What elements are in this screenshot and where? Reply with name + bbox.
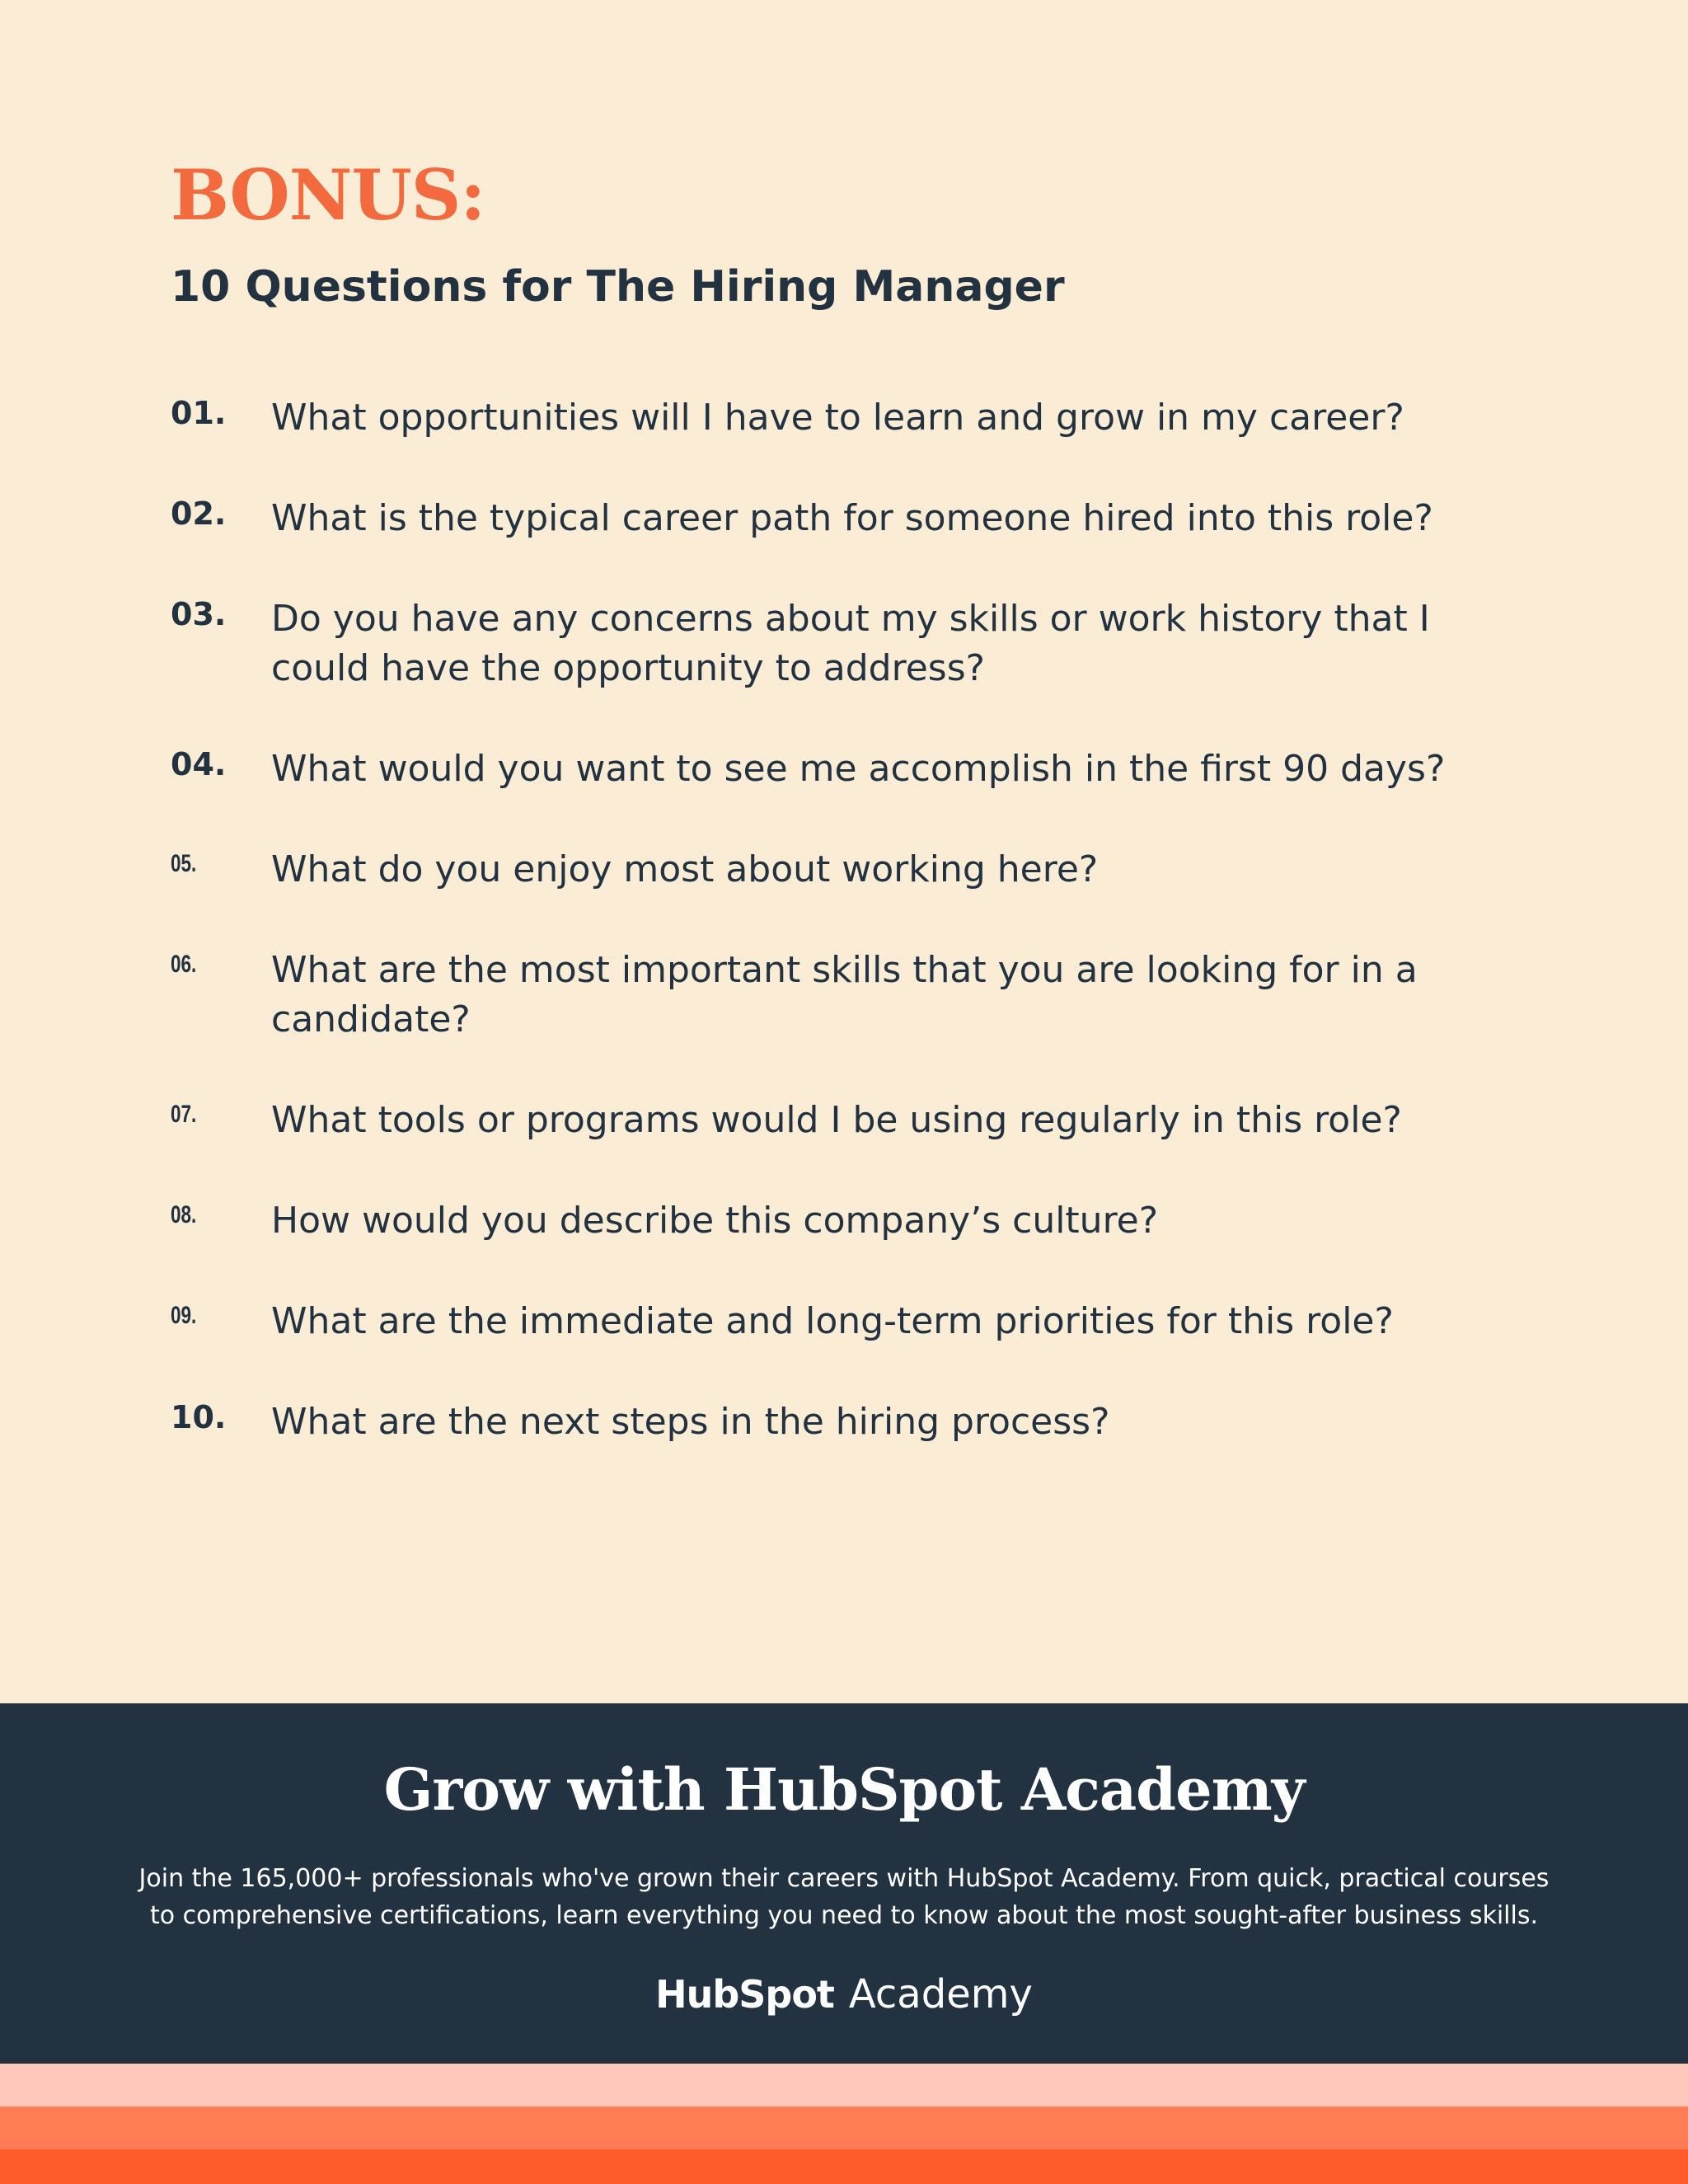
- question-text: What are the next steps in the hiring process?: [271, 1401, 1110, 1443]
- question-text: How would you describe this company’s culture?: [271, 1200, 1159, 1242]
- logo-product-text: Academy: [848, 1971, 1033, 2017]
- question-item: [171, 944, 1506, 1045]
- question-number: 08.: [171, 1201, 197, 1228]
- questions-list: [171, 392, 1506, 1496]
- question-item: [171, 492, 1506, 543]
- question-number: 03.: [171, 596, 227, 632]
- question-item: [171, 1094, 1506, 1145]
- question-text: What are the most important skills that you are looking for in a candidate?: [271, 949, 1418, 1040]
- question-item: [171, 1396, 1506, 1447]
- footer-title: Grow with HubSpot Academy: [383, 1755, 1305, 1824]
- academy-footer: [0, 1703, 1688, 2064]
- question-text: What opportunities will I have to learn and grow in my career?: [271, 397, 1404, 439]
- decorative-stripe-light: [0, 2064, 1688, 2107]
- question-item: [171, 1295, 1506, 1346]
- footer-description: Join the 165,000+ professionals who've grown their careers with HubSpot Academy. From quick, practical courses to comprehensive certifications, learn everything you need to know about the most sought-after business skills.: [138, 1864, 1550, 1930]
- question-item: [171, 593, 1506, 693]
- decorative-stripe-mid: [0, 2107, 1688, 2149]
- question-number: 10.: [171, 1399, 227, 1435]
- question-item: [171, 392, 1506, 443]
- logo-brand-text: HubSpot: [655, 1972, 834, 2017]
- question-number: 06.: [171, 951, 197, 978]
- question-item: [171, 743, 1506, 794]
- decorative-stripe-dark: [0, 2149, 1688, 2184]
- question-number: 07.: [171, 1101, 197, 1128]
- question-text: What would you want to see me accomplish in the first 90 days?: [271, 748, 1446, 790]
- question-number: 01.: [171, 395, 227, 431]
- question-number: 09.: [171, 1302, 197, 1329]
- page-subtitle: 10 Questions for The Hiring Manager: [171, 262, 1065, 312]
- question-number: 02.: [171, 496, 227, 532]
- question-text: What do you enjoy most about working here?: [271, 848, 1099, 890]
- question-text: What is the typical career path for someone hired into this role?: [271, 497, 1433, 539]
- question-text: Do you have any concerns about my skills or work history that I could have the opportunity to address?: [271, 598, 1430, 689]
- question-item: [171, 843, 1506, 895]
- bonus-heading: BONUS:: [171, 154, 485, 236]
- question-text: What tools or programs would I be using regularly in this role?: [271, 1099, 1402, 1141]
- question-item: [171, 1195, 1506, 1246]
- question-number: 04.: [171, 746, 227, 782]
- hubspot-academy-logo[interactable]: [0, 1971, 1688, 2017]
- question-text: What are the immediate and long-term priorities for this role?: [271, 1300, 1394, 1342]
- question-number: 05.: [171, 850, 197, 877]
